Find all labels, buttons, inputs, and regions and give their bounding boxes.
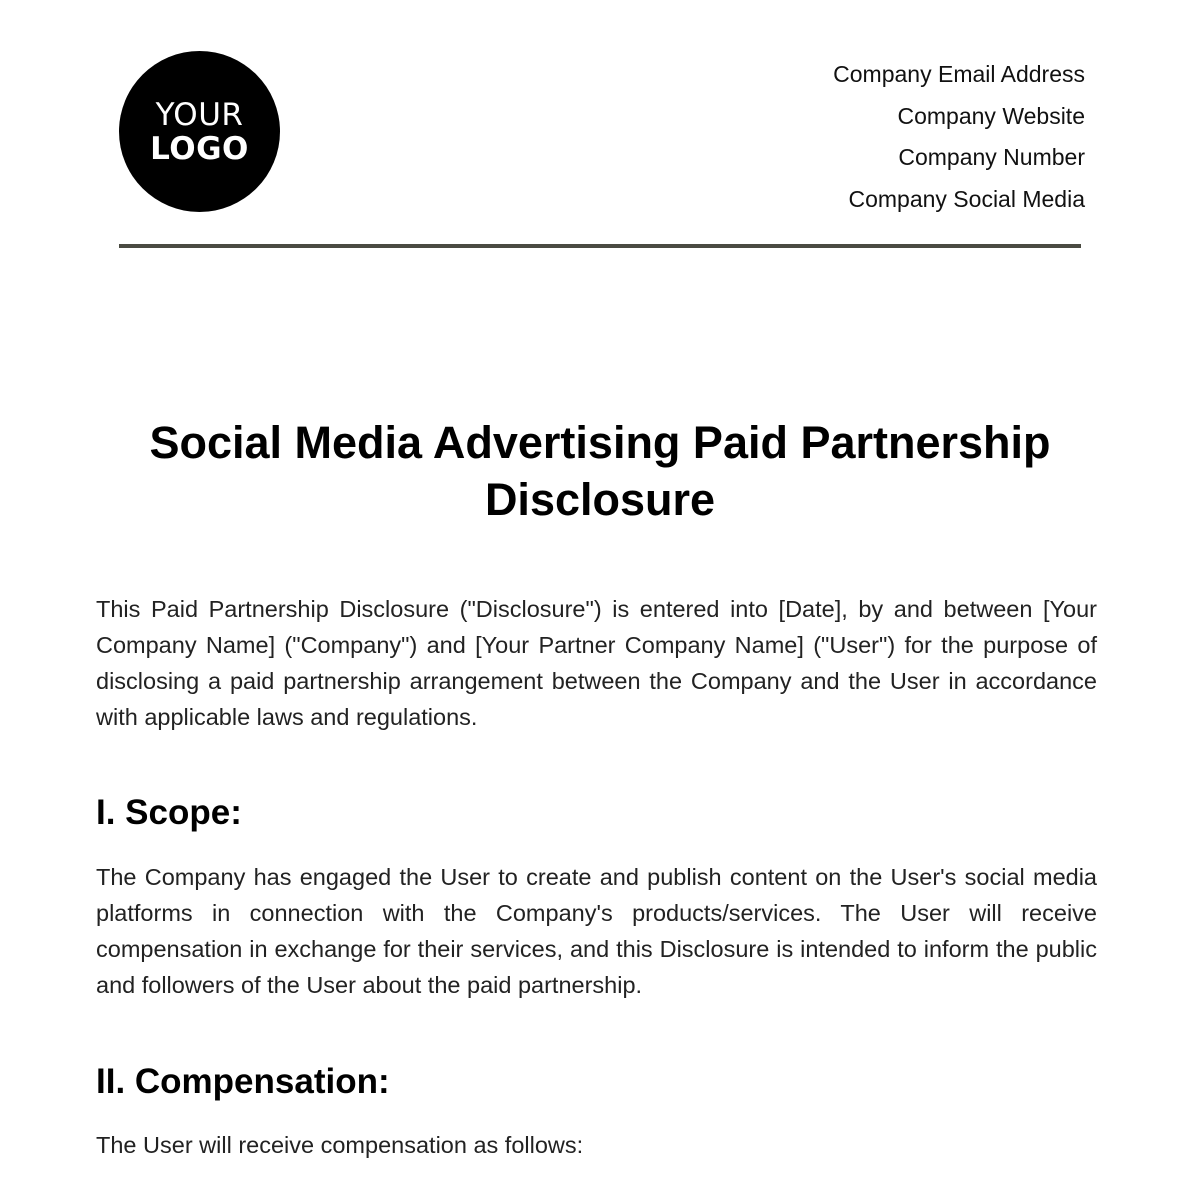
company-contact-block xyxy=(833,54,1085,220)
section-heading-compensation: II. Compensation: xyxy=(96,1062,390,1101)
company-logo xyxy=(119,51,280,212)
company-number: Company Number xyxy=(898,144,1085,170)
company-social-media: Company Social Media xyxy=(848,185,1085,212)
logo-text-logo: LOGO xyxy=(150,130,249,167)
logo-text-your: YOUR xyxy=(155,96,244,133)
company-website: Company Website xyxy=(897,102,1085,129)
section-heading-scope: I. Scope: xyxy=(96,793,242,832)
intro-paragraph: This Paid Partnership Disclosure ("Disclosure") is entered into [Date], by and between [Your Company Name] ("Company") and [Your Partner Company Name] ("User") for the purpose of disclosing a paid partnership arrangement between the Company and the User in accordance with applicable laws and regulations. xyxy=(96,596,1097,730)
section-body-scope: The Company has engaged the User to create and publish content on the User's social media platforms in connection with the Company's products/services. The User will receive compensation in exchange for their services, and this Disclosure is intended to inform the public and followers of the User about the paid partnership. xyxy=(96,864,1097,998)
header-divider xyxy=(119,244,1081,248)
section-body-compensation: The User will receive compensation as follows: xyxy=(96,1132,584,1158)
document-title: Social Media Advertising Paid Partnership Disclosure xyxy=(149,417,1051,525)
company-email: Company Email Address xyxy=(833,61,1085,87)
